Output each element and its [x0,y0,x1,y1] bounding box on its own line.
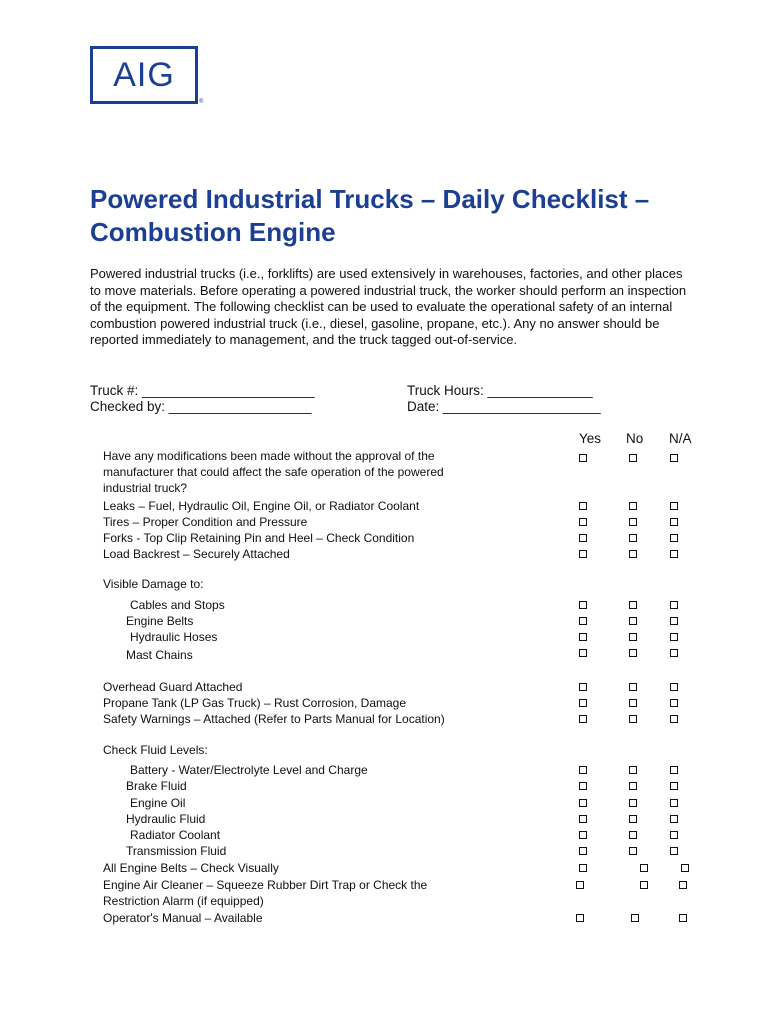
item-battery: Battery - Water/Electrolyte Level and Charge [130,763,368,777]
checkbox-na[interactable] [670,847,678,855]
checkbox-yes[interactable] [579,534,587,542]
checkbox-yes[interactable] [579,649,587,657]
checkbox-na[interactable] [670,831,678,839]
intro-paragraph: Powered industrial trucks (i.e., forklifts) are used extensively in warehouses, factories, and other places to move materials. Before operating a powered industrial truck, the worker should perform an inspection of the equipment. The following checklist can be used to evaluate the operational safety of an internal combustion powered industrial truck (i.e., diesel, gasoline, propane, etc.). Any no answer should be reported immediately to management, and the truck tagged out-of-service. [90,266,687,348]
checkbox-na[interactable] [670,715,678,723]
section-visible-damage: Visible Damage to: [103,577,204,591]
na-column-header: N/A [669,431,692,446]
page-title: Powered Industrial Trucks – Daily Checklist – Combustion Engine [90,184,650,247]
item-hydraulic-fluid: Hydraulic Fluid [126,812,206,826]
checkbox-no[interactable] [629,649,637,657]
checkbox-yes[interactable] [579,864,587,872]
checkbox-yes[interactable] [579,502,587,510]
checkbox-na[interactable] [679,914,687,922]
yes-column-header: Yes [579,431,602,446]
checkbox-no[interactable] [629,534,637,542]
item-safety-warnings: Safety Warnings – Attached (Refer to Parts Manual for Location) [103,712,445,726]
checked-by-field[interactable]: Checked by: ___________________ [90,399,312,414]
item-transmission-fluid: Transmission Fluid [126,844,227,858]
checkbox-no[interactable] [629,683,637,691]
checkbox-yes[interactable] [579,831,587,839]
truck-hours-field[interactable]: Truck Hours: ______________ [407,383,593,398]
checkbox-na[interactable] [670,683,678,691]
checkbox-na[interactable] [679,881,687,889]
checkbox-yes[interactable] [576,914,584,922]
checkbox-yes[interactable] [579,550,587,558]
checkbox-yes[interactable] [579,847,587,855]
checkbox-na[interactable] [670,815,678,823]
checkbox-yes[interactable] [579,601,587,609]
logo-text: AIG [113,55,175,94]
checkbox-na[interactable] [670,699,678,707]
checkbox-na[interactable] [670,782,678,790]
date-field[interactable]: Date: _____________________ [407,399,601,414]
checkbox-na[interactable] [670,649,678,657]
section-fluid-levels: Check Fluid Levels: [103,743,208,757]
checkbox-no[interactable] [629,815,637,823]
checkbox-yes[interactable] [579,699,587,707]
checkbox-yes[interactable] [579,454,587,462]
checkbox-no[interactable] [629,715,637,723]
checkbox-no[interactable] [629,502,637,510]
item-radiator-coolant: Radiator Coolant [130,828,221,842]
item-cables: Cables and Stops [130,598,225,612]
checkbox-no[interactable] [629,799,637,807]
checkbox-na[interactable] [681,864,689,872]
checkbox-no[interactable] [629,550,637,558]
item-brake-fluid: Brake Fluid [126,779,187,793]
checkbox-na[interactable] [670,550,678,558]
item-engine-belts: Engine Belts [126,614,194,628]
checkbox-no[interactable] [629,766,637,774]
checkbox-no[interactable] [629,831,637,839]
checkbox-na[interactable] [670,601,678,609]
no-column-header: No [626,431,644,446]
checkbox-no[interactable] [629,518,637,526]
checkbox-no[interactable] [631,914,639,922]
registered-mark: ® [199,99,204,105]
item-leaks: Leaks – Fuel, Hydraulic Oil, Engine Oil, or Radiator Coolant [103,499,420,513]
checkbox-yes[interactable] [579,683,587,691]
checkbox-yes[interactable] [576,881,584,889]
item-backrest: Load Backrest – Securely Attached [103,547,290,561]
item-engine-oil: Engine Oil [130,796,186,810]
checkbox-na[interactable] [670,617,678,625]
checkbox-na[interactable] [670,502,678,510]
item-tires: Tires – Proper Condition and Pressure [103,515,308,529]
checkbox-yes[interactable] [579,518,587,526]
item-hydraulic-hoses: Hydraulic Hoses [130,630,218,644]
checkbox-yes[interactable] [579,799,587,807]
item-air-cleaner: Engine Air Cleaner – Squeeze Rubber Dirt Trap or Check the Restriction Alarm (if equipped) [103,878,428,908]
checkbox-yes[interactable] [579,633,587,641]
checkbox-no[interactable] [640,864,648,872]
item-mast-chains: Mast Chains [126,648,193,662]
checkbox-na[interactable] [670,534,678,542]
checkbox-no[interactable] [629,699,637,707]
checkbox-no[interactable] [629,454,637,462]
checkbox-no[interactable] [629,601,637,609]
checkbox-na[interactable] [670,633,678,641]
truck-number-field[interactable]: Truck #: _______________________ [90,383,315,398]
checkbox-yes[interactable] [579,782,587,790]
checkbox-na[interactable] [670,799,678,807]
checkbox-yes[interactable] [579,715,587,723]
item-operators-manual: Operator's Manual – Available [103,911,263,925]
checkbox-no[interactable] [640,881,648,889]
item-modifications: Have any modifications been made without the approval of the manufacturer that could affect the safe operation of the powered industrial truck? [103,449,444,495]
checkbox-no[interactable] [629,633,637,641]
aig-logo [90,46,198,104]
item-all-engine-belts: All Engine Belts – Check Visually [103,861,279,875]
checkbox-yes[interactable] [579,617,587,625]
checkbox-yes[interactable] [579,815,587,823]
item-propane-tank: Propane Tank (LP Gas Truck) – Rust Corrosion, Damage [103,696,407,710]
checkbox-no[interactable] [629,617,637,625]
checkbox-no[interactable] [629,847,637,855]
checkbox-na[interactable] [670,454,678,462]
checkbox-no[interactable] [629,782,637,790]
checkbox-na[interactable] [670,766,678,774]
item-forks: Forks - Top Clip Retaining Pin and Heel – Check Condition [103,531,415,545]
item-overhead-guard: Overhead Guard Attached [103,680,243,694]
checkbox-yes[interactable] [579,766,587,774]
checkbox-na[interactable] [670,518,678,526]
